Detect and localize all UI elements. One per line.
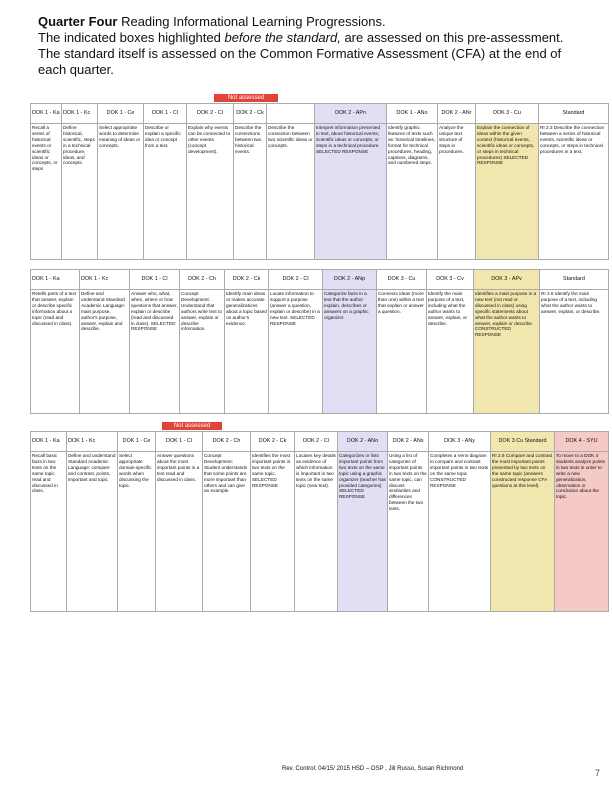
progression-cell: Answer questions about the most important points in a text read and discussed in class. <box>156 452 203 612</box>
header-cell: DOK 2 - Ch <box>203 432 251 452</box>
progression-cell: Categorize facts in a text that the author explain, describes or answers on a graphic organizer. <box>323 290 377 414</box>
progression-cell: Identifies a main purpose in a new text (not read or discussed in class) using specific statements about what the author wants to answer, explain or describe. CONSTRUCTED RESPONSE <box>474 290 540 414</box>
header-cell: DOK 1 - Kc <box>67 432 118 452</box>
header-cell: DOK 1 - Kc <box>62 104 98 124</box>
not-assessed-flag: Not assessed <box>214 94 278 102</box>
header-cell: DOK 1 - Ce <box>118 432 156 452</box>
standard-cell: RI 2.6 Identify the main purpose of a text, including what the author wants to answer, explain, or describe. <box>540 290 609 414</box>
header-cell: DOK 1 - Cl <box>156 432 203 452</box>
progression-cell: Locates key details as evidence of which information is important in two texts on the same topic (new text). <box>295 452 338 612</box>
progression-cell: Interpret information presented in text, about historical events; scientific ideas or concepts; or steps in a technical procedure. SELECTED RESPONSE <box>315 124 387 260</box>
progression-cell: Answer who, what, when, where or how questions that answer, explain or describe (read and discussed in class). SELECTED RESPONSE <box>130 290 180 414</box>
title-explanation: are assessed on this pre-assessment. The standard itself is assessed on the Common Formative Assessment (CFA) at the end of each quarter. <box>38 30 564 77</box>
progression-cell: Explain why events can be connected to other events (concept development). <box>187 124 234 260</box>
header-cell: DOK 2 - ANs <box>388 432 429 452</box>
header-cell: DOK 2 - ANo <box>338 432 388 452</box>
progression-cell: Locate information to support a purpose (answer a question, explain or describe) in a new text. SELECTED RESPONSE <box>269 290 323 414</box>
page-title <box>38 14 578 78</box>
header-cell: DOK 3 - APv <box>474 270 540 290</box>
progression-table-ri-2-6 <box>30 269 608 414</box>
header-cell: DOK 2 - Ck <box>225 270 269 290</box>
header-cell: DOK 1 - Ka <box>31 270 80 290</box>
progression-cell: Describe the connection between two scientific ideas or concepts. <box>267 124 315 260</box>
title-line-1 <box>38 14 578 30</box>
header-cell: DOK 4 - SYU <box>555 432 609 452</box>
header-cell: DOK 3 - Cu <box>476 104 539 124</box>
progression-cell: Retells parts of a text that answer, explain or describe specific information about a topic (read and discussed in class). <box>31 290 80 414</box>
progression-cell: Identifies the most important points in two texts on the same topic. SELECTED RESPONSE <box>251 452 295 612</box>
header-cell: Standard <box>539 104 609 124</box>
progression-cell: Recall a series of historical events or scientific ideas or concepts, or steps <box>31 124 62 260</box>
not-assessed-flag: Not assessed <box>162 422 222 430</box>
progression-cell: Identify main ideas or makes accurate generalizations about a topic based on author's evidence. <box>225 290 269 414</box>
header-cell: DOK 1 - Ce <box>98 104 144 124</box>
progression-cell: Define and understand Standard Academic Language: compare and contrast, points, important and topic <box>67 452 118 612</box>
progression-cell: Describe or explain a specific idea or concept from a text. <box>144 124 187 260</box>
progression-cell: Concept Development: Understand that authors write text to answer, explain or describe information. <box>180 290 225 414</box>
header-cell: DOK 2 - APn <box>315 104 387 124</box>
progression-cell: Categorizes or lists important points from two texts on the same topic using a graphic organizer (teacher has provided categories) SELECTED RESPONSE <box>338 452 388 612</box>
progression-cell: Define and understand Standard Academic Language: main purpose, author's purpose, answer, explain and describe. <box>80 290 130 414</box>
header-cell: DOK 2 - ANp <box>323 270 377 290</box>
header-cell: Standard <box>540 270 609 290</box>
progression-cell: Select appropriate domain-specific words when discussing the topic. <box>118 452 156 612</box>
header-cell: DOK 3 - Cv <box>427 270 474 290</box>
title-quarter: Quarter Four <box>38 14 118 29</box>
header-cell: DOK 1 - Cl <box>130 270 180 290</box>
header-cell: DOK 1 - Ka <box>31 432 67 452</box>
progression-cell: Concept Development: Student understands that some points are more important than others and can give an example. <box>203 452 251 612</box>
header-cell: DOK 2 - ANr <box>438 104 476 124</box>
progression-cell: Using a list of categories of important points in two texts on the same topic, can discuss similarities and differences between the two texts. <box>388 452 429 612</box>
header-cell: DOK 1 - Ka <box>31 104 62 124</box>
progression-table-ri-2-9 <box>30 431 608 612</box>
progression-cell: Identify the main purpose of a text, including what the author wants to answer, explain, or describe. <box>427 290 474 414</box>
progression-cell: Describe the connections between two historical events. <box>234 124 267 260</box>
header-cell: DOK 2 - Cl <box>295 432 338 452</box>
progression-cell: Define historical, scientific, steps in a technical procedure, ideas, and concepts. <box>62 124 98 260</box>
progression-cell: To move to a DOK 4 students analyze points in two texts in order to write a new generalization, observation or conclusion about the topic. <box>555 452 609 612</box>
title-emphasis: before the standard, <box>224 30 341 45</box>
header-cell: DOK 2 - Ck <box>251 432 295 452</box>
header-cell: DOK 1 - Cl <box>144 104 187 124</box>
progression-cell: Select appropriate words to determine meaning of ideas or concepts. <box>98 124 144 260</box>
progression-table-ri-2-3 <box>30 103 608 260</box>
progression-cell: Connects ideas (more than one) within a text that explain or answer a question. <box>377 290 427 414</box>
page-number: 7 <box>595 768 601 778</box>
header-cell: DOK 3 - Cu <box>377 270 427 290</box>
header-cell: DOK 3 Cu Standard <box>491 432 555 452</box>
progression-cell: Explain the connection of ideas within the given context (historical events, scientific ideas or concepts, or steps in technical procedures) SELECTED RESPONSE <box>476 124 539 260</box>
progression-cell: Recall basic facts in two texts on the same topic read and discussed in class. <box>31 452 67 612</box>
header-cell: DOK 1 - Kc <box>80 270 130 290</box>
header-cell: DOK 2 - Cl <box>187 104 234 124</box>
title-intro: The indicated boxes highlighted <box>38 30 225 45</box>
progression-cell: Analyze the unique text structure of steps in procedures. <box>438 124 476 260</box>
header-cell <box>267 104 315 124</box>
footer-revision: Rev. Control: 04/15/ 2015 HSD – OSP , Jill Russo, Susan Richmond <box>282 766 464 772</box>
standard-cell: RI 2.9 Compare and contrast the most important points presented by two texts on the same topic (answers constructed response CFA questions at this level). <box>491 452 555 612</box>
progression-cell: Completes a Venn diagram to compare and contrast important points in two texts on the same topic. CONSTRUCTED RESPONSE <box>429 452 491 612</box>
standard-cell: RI 2.3 Describe the connection between a series of historical events, scientific ideas or concepts, or steps in technical procedures in a text. <box>539 124 609 260</box>
header-cell: DOK 3 - ANy <box>429 432 491 452</box>
progression-cell: Identify graphic features of texts such as: historical timelines, format for technical procedures, heading, captions, diagrams, and numbered steps. <box>387 124 438 260</box>
title-line-2 <box>38 30 578 78</box>
header-cell: DOK 1 - ANo <box>387 104 438 124</box>
header-cell: DOK 2 - Cl <box>269 270 323 290</box>
header-cell: DOK 2 - Ck <box>234 104 267 124</box>
header-cell: DOK 2 - Ch <box>180 270 225 290</box>
title-heading: Reading Informational Learning Progressions. <box>117 14 386 29</box>
